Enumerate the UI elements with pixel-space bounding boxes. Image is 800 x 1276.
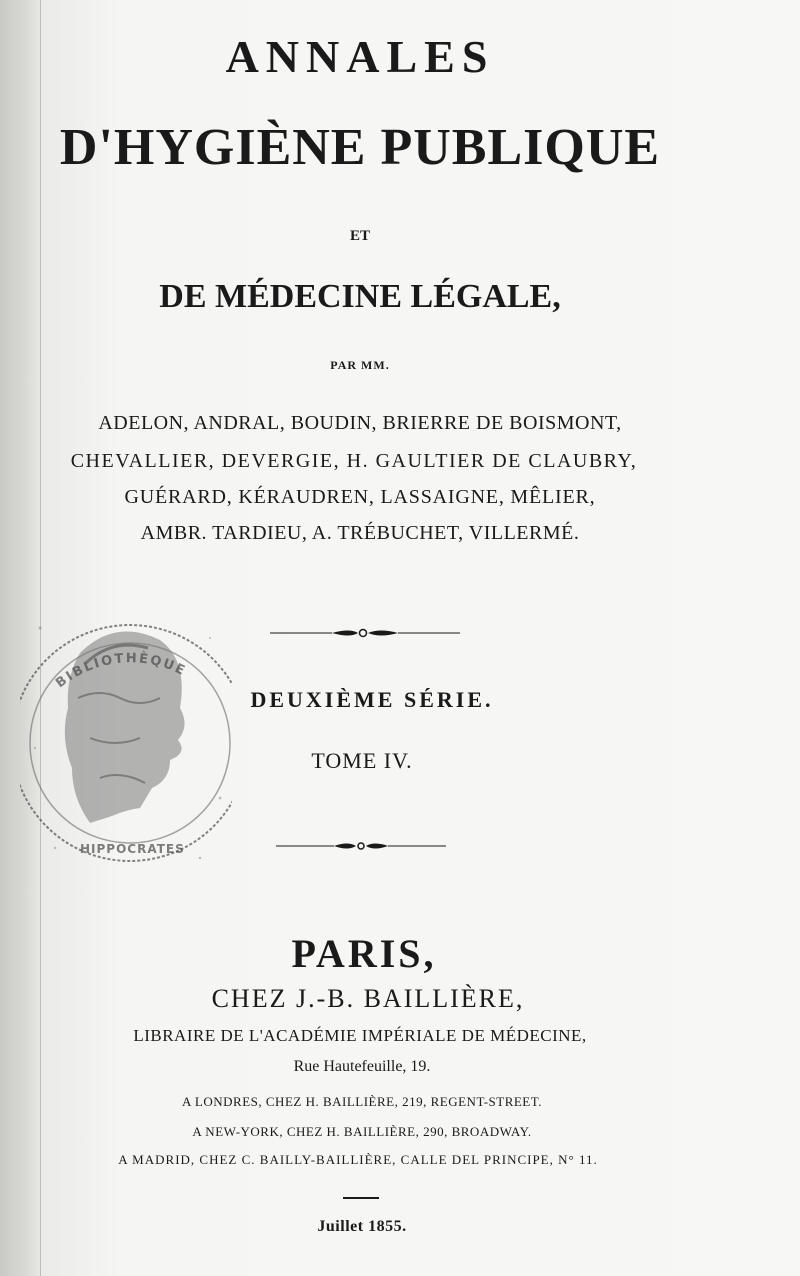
title-line-hygiene: D'HYGIÈNE PUBLIQUE xyxy=(59,119,661,176)
publisher-city: PARIS, xyxy=(291,931,437,976)
title-line-medecine: DE MÉDECINE LÉGALE, xyxy=(159,278,561,315)
authors-line-2: CHEVALLIER, DEVERGIE, H. GAULTIER DE CLAUBRY, xyxy=(70,450,638,472)
svg-text:BIBLIOTHÈQUE: BIBLIOTHÈQUE xyxy=(53,651,189,692)
ornamental-rule-2 xyxy=(276,836,446,856)
authors-line-1: ADELON, ANDRAL, BOUDIN, BRIERRE DE BOISMONT, xyxy=(98,412,622,434)
title-line-annales: ANNALES xyxy=(225,31,495,82)
branch-new-york: A NEW-YORK, CHEZ H. BAILLIÈRE, 290, BROADWAY. xyxy=(192,1124,532,1139)
authors-intro: PAR MM. xyxy=(330,358,390,372)
library-stamp xyxy=(20,548,232,886)
publisher-date-rule xyxy=(343,1197,379,1199)
ornamental-rule-1 xyxy=(270,622,460,644)
volume-number: TOME IV. xyxy=(311,748,413,773)
title-line-et: ET xyxy=(349,228,370,244)
authors-line-4: AMBR. TARDIEU, A. TRÉBUCHET, VILLERMÉ. xyxy=(140,522,580,544)
publisher-name: CHEZ J.-B. BAILLIÈRE, xyxy=(211,984,525,1013)
publisher-address: Rue Hautefeuille, 19. xyxy=(293,1058,431,1075)
authors-line-3: GUÉRARD, KÉRAUDREN, LASSAIGNE, MÊLIER, xyxy=(124,486,596,508)
publisher-role: LIBRAIRE DE L'ACADÉMIE IMPÉRIALE DE MÉDECINE, xyxy=(133,1026,587,1045)
branch-london: A LONDRES, CHEZ H. BAILLIÈRE, 219, REGENT-STREET. xyxy=(182,1094,542,1109)
series-heading: DEUXIÈME SÉRIE. xyxy=(250,687,494,712)
svg-text:HIPPOCRATES: HIPPOCRATES xyxy=(80,842,185,856)
publication-date: Juillet 1855. xyxy=(317,1218,407,1235)
branch-madrid: A MADRID, CHEZ C. BAILLY-BAILLIÈRE, CALLE DEL PRINCIPE, N° 11. xyxy=(118,1152,598,1167)
